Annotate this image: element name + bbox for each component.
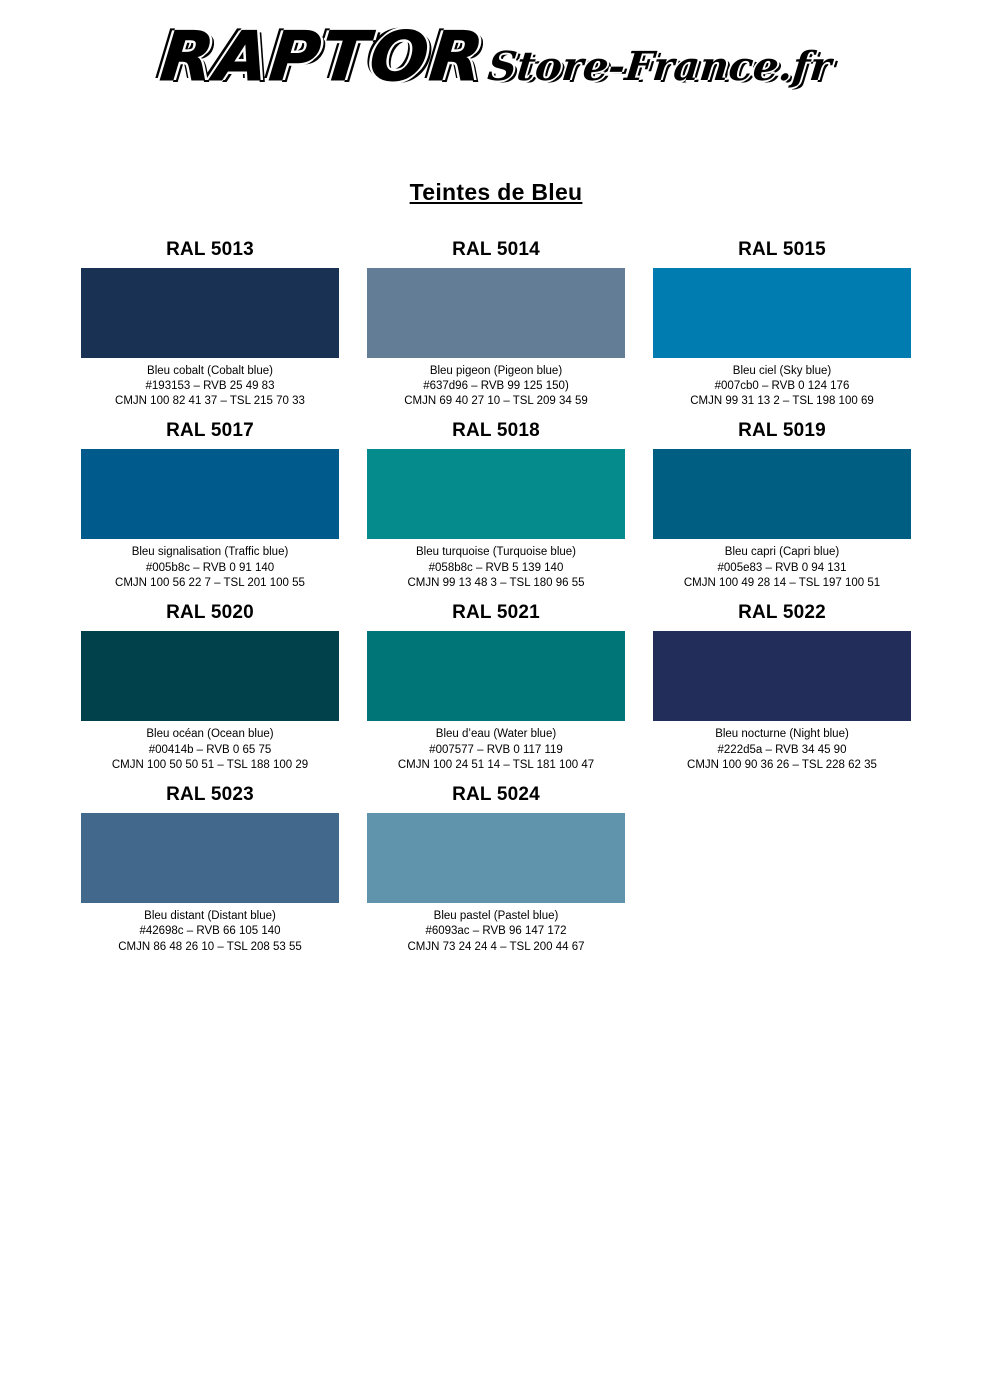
color-hex-rgb: #637d96 – RVB 99 125 150) xyxy=(423,379,569,392)
color-cmyk-hsl: CMJN 69 40 27 10 – TSL 209 34 59 xyxy=(404,395,588,408)
swatch-card xyxy=(653,228,911,410)
swatch-card xyxy=(367,773,625,955)
swatch-info xyxy=(653,358,911,410)
color-cmyk-hsl: CMJN 86 48 26 10 – TSL 208 53 55 xyxy=(118,940,302,953)
ral-code: RAL 5013 xyxy=(166,238,254,260)
color-name: Bleu nocturne (Night blue) xyxy=(715,728,849,741)
color-hex-rgb: #00414b – RVB 0 65 75 xyxy=(148,743,272,756)
ral-code: RAL 5014 xyxy=(452,238,540,260)
color-name: Bleu turquoise (Turquoise blue) xyxy=(415,546,577,559)
swatch-card xyxy=(367,409,625,591)
page-title: Teintes de Bleu xyxy=(409,178,583,205)
color-cmyk-hsl: CMJN 100 82 41 37 – TSL 215 70 33 xyxy=(115,395,305,408)
color-name: Bleu d’eau (Water blue) xyxy=(435,728,557,741)
color-hex-rgb: #222d5a – RVB 34 45 90 xyxy=(717,743,847,756)
color-hex-rgb: #42698c – RVB 66 105 140 xyxy=(139,925,281,938)
color-cmyk-hsl: CMJN 100 24 51 14 – TSL 181 100 47 xyxy=(397,758,595,771)
color-name: Bleu capri (Capri blue) xyxy=(724,546,840,559)
color-swatch xyxy=(367,813,625,903)
color-name: Bleu océan (Ocean blue) xyxy=(146,728,274,741)
ral-code: RAL 5021 xyxy=(452,602,540,624)
color-cmyk-hsl: CMJN 100 56 22 7 – TSL 201 100 55 xyxy=(115,577,305,589)
color-hex-rgb: #005e83 – RVB 0 94 131 xyxy=(717,561,847,574)
color-swatch xyxy=(81,268,339,358)
logo-primary-text: RAPTOR xyxy=(156,18,489,97)
color-cmyk-hsl: CMJN 100 50 50 51 – TSL 188 100 29 xyxy=(111,758,309,771)
color-cmyk-hsl: CMJN 99 31 13 2 – TSL 198 100 69 xyxy=(690,395,874,408)
brand-logo xyxy=(0,0,992,97)
ral-code: RAL 5023 xyxy=(166,784,254,806)
ral-code: RAL 5017 xyxy=(166,420,254,442)
swatch-info xyxy=(81,903,339,955)
color-name: Bleu distant (Distant blue) xyxy=(144,910,276,923)
swatch-info xyxy=(81,721,339,773)
color-name: Bleu ciel (Sky blue) xyxy=(732,364,832,377)
color-swatch xyxy=(81,449,339,539)
swatch-info xyxy=(367,903,625,955)
color-swatch xyxy=(81,813,339,903)
color-swatch xyxy=(367,449,625,539)
ral-code: RAL 5020 xyxy=(166,602,254,624)
color-swatch-grid xyxy=(81,228,911,955)
swatch-info xyxy=(367,539,625,591)
color-name: Bleu cobalt (Cobalt blue) xyxy=(147,364,273,377)
color-hex-rgb: #058b8c – RVB 5 139 140 xyxy=(428,561,564,574)
swatch-info xyxy=(81,358,339,410)
color-swatch xyxy=(653,631,911,721)
color-hex-rgb: #193153 – RVB 25 49 83 xyxy=(145,379,275,392)
color-name: Bleu signalisation (Traffic blue) xyxy=(131,546,289,559)
color-cmyk-hsl: CMJN 100 49 28 14 – TSL 197 100 51 xyxy=(683,577,881,589)
swatch-card xyxy=(367,591,625,773)
swatch-info xyxy=(653,721,911,773)
ral-code: RAL 5024 xyxy=(452,784,540,806)
color-name: Bleu pigeon (Pigeon blue) xyxy=(429,364,563,377)
color-hex-rgb: #007cb0 – RVB 0 124 176 xyxy=(714,379,850,392)
swatch-info xyxy=(367,358,625,410)
color-swatch xyxy=(367,268,625,358)
swatch-card xyxy=(81,228,339,410)
color-swatch xyxy=(81,631,339,721)
swatch-card xyxy=(81,591,339,773)
color-swatch xyxy=(653,268,911,358)
swatch-card-empty xyxy=(653,773,911,955)
color-cmyk-hsl: CMJN 100 90 36 26 – TSL 228 62 35 xyxy=(687,758,877,771)
swatch-info xyxy=(367,721,625,773)
ral-code: RAL 5022 xyxy=(738,602,826,624)
color-hex-rgb: #007577 – RVB 0 117 119 xyxy=(429,743,563,756)
swatch-card xyxy=(653,591,911,773)
color-cmyk-hsl: CMJN 73 24 24 4 – TSL 200 44 67 xyxy=(407,940,585,953)
ral-code: RAL 5019 xyxy=(738,420,826,442)
swatch-card xyxy=(653,409,911,591)
color-cmyk-hsl: CMJN 99 13 48 3 – TSL 180 96 55 xyxy=(407,577,585,589)
color-swatch xyxy=(367,631,625,721)
color-hex-rgb: #005b8c – RVB 0 91 140 xyxy=(145,561,275,574)
ral-code: RAL 5018 xyxy=(452,420,540,442)
color-hex-rgb: #6093ac – RVB 96 147 172 xyxy=(425,925,567,938)
swatch-card xyxy=(367,228,625,410)
swatch-card xyxy=(81,773,339,955)
color-swatch xyxy=(653,449,911,539)
color-name: Bleu pastel (Pastel blue) xyxy=(433,910,559,923)
logo-secondary-text: Store-France.fr xyxy=(485,43,834,90)
swatch-card xyxy=(81,409,339,591)
swatch-info xyxy=(81,539,339,591)
swatch-info xyxy=(653,539,911,591)
ral-code: RAL 5015 xyxy=(738,238,826,260)
